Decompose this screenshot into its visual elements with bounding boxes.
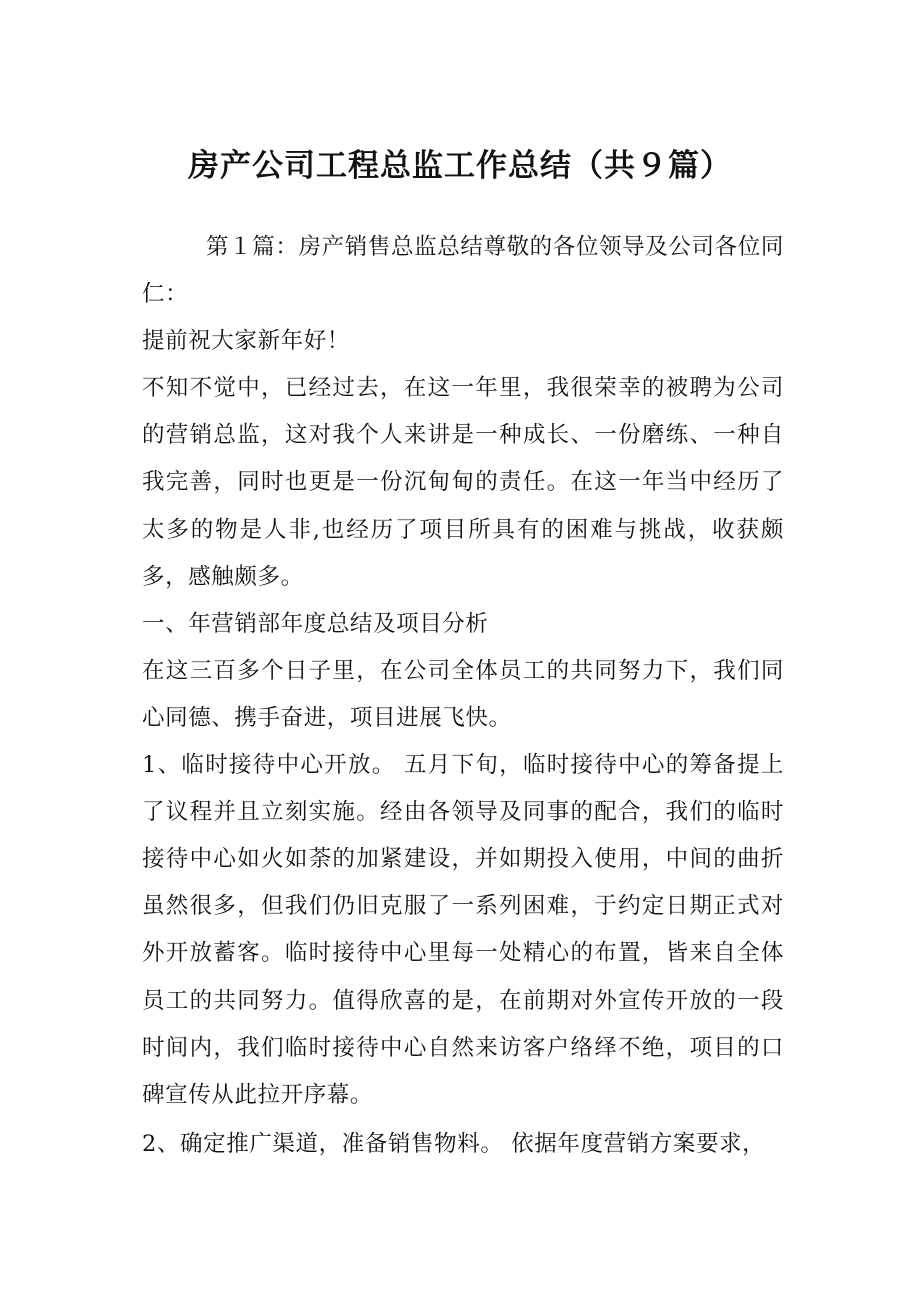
paragraph-item-2: 2、确定推广渠道，准备销售物料。 依据年度营销方案要求， bbox=[142, 1130, 766, 1157]
paragraph-intro: 第１篇：房产销售总监总结尊敬的各位领导及公司各位同仁： bbox=[142, 234, 784, 308]
paragraph-reflection: 不知不觉中，已经过去，在这一年里，我很荣幸的被聘为公司的营销总监，这对我个人来讲是一种成长、一份磨练、一种自我完善，同时也更是一份沉甸甸的责任。在这一年当中经历了太多的物是人非,也经历了项目所具有的困难与挑战，收获颇多，感触颇多。 bbox=[142, 375, 784, 590]
paragraph-item-1: 1、临时接待中心开放。 五月下旬，临时接待中心的筹备提上了议程并且立刻实施。经由各领导及同事的配合，我们的临时接待中心如火如荼的加紧建设，并如期投入使用，中间的曲折虽然很多，但我们仍旧克服了一系列困难，于约定日期正式对外开放蓄客。临时接待中心里每一处精心的布置，皆来自全体员工的共同努力。值得欣喜的是，在前期对外宣传开放的一段时间内，我们临时接待中心自然来访客户络绎不绝，项目的口碑宣传从此拉开序幕。 bbox=[142, 752, 784, 1108]
paragraph-progress: 在这三百多个日子里，在公司全体员工的共同努力下，我们同心同德、携手奋进，项目进展飞快。 bbox=[142, 657, 784, 731]
paragraph-greeting: 提前祝大家新年好！ bbox=[142, 328, 350, 355]
document-title: 房产公司工程总监工作总结（共９篇） bbox=[188, 148, 732, 184]
section-heading-1: 一、年营销部年度总结及项目分析 bbox=[142, 610, 489, 637]
document-body bbox=[142, 224, 784, 1168]
